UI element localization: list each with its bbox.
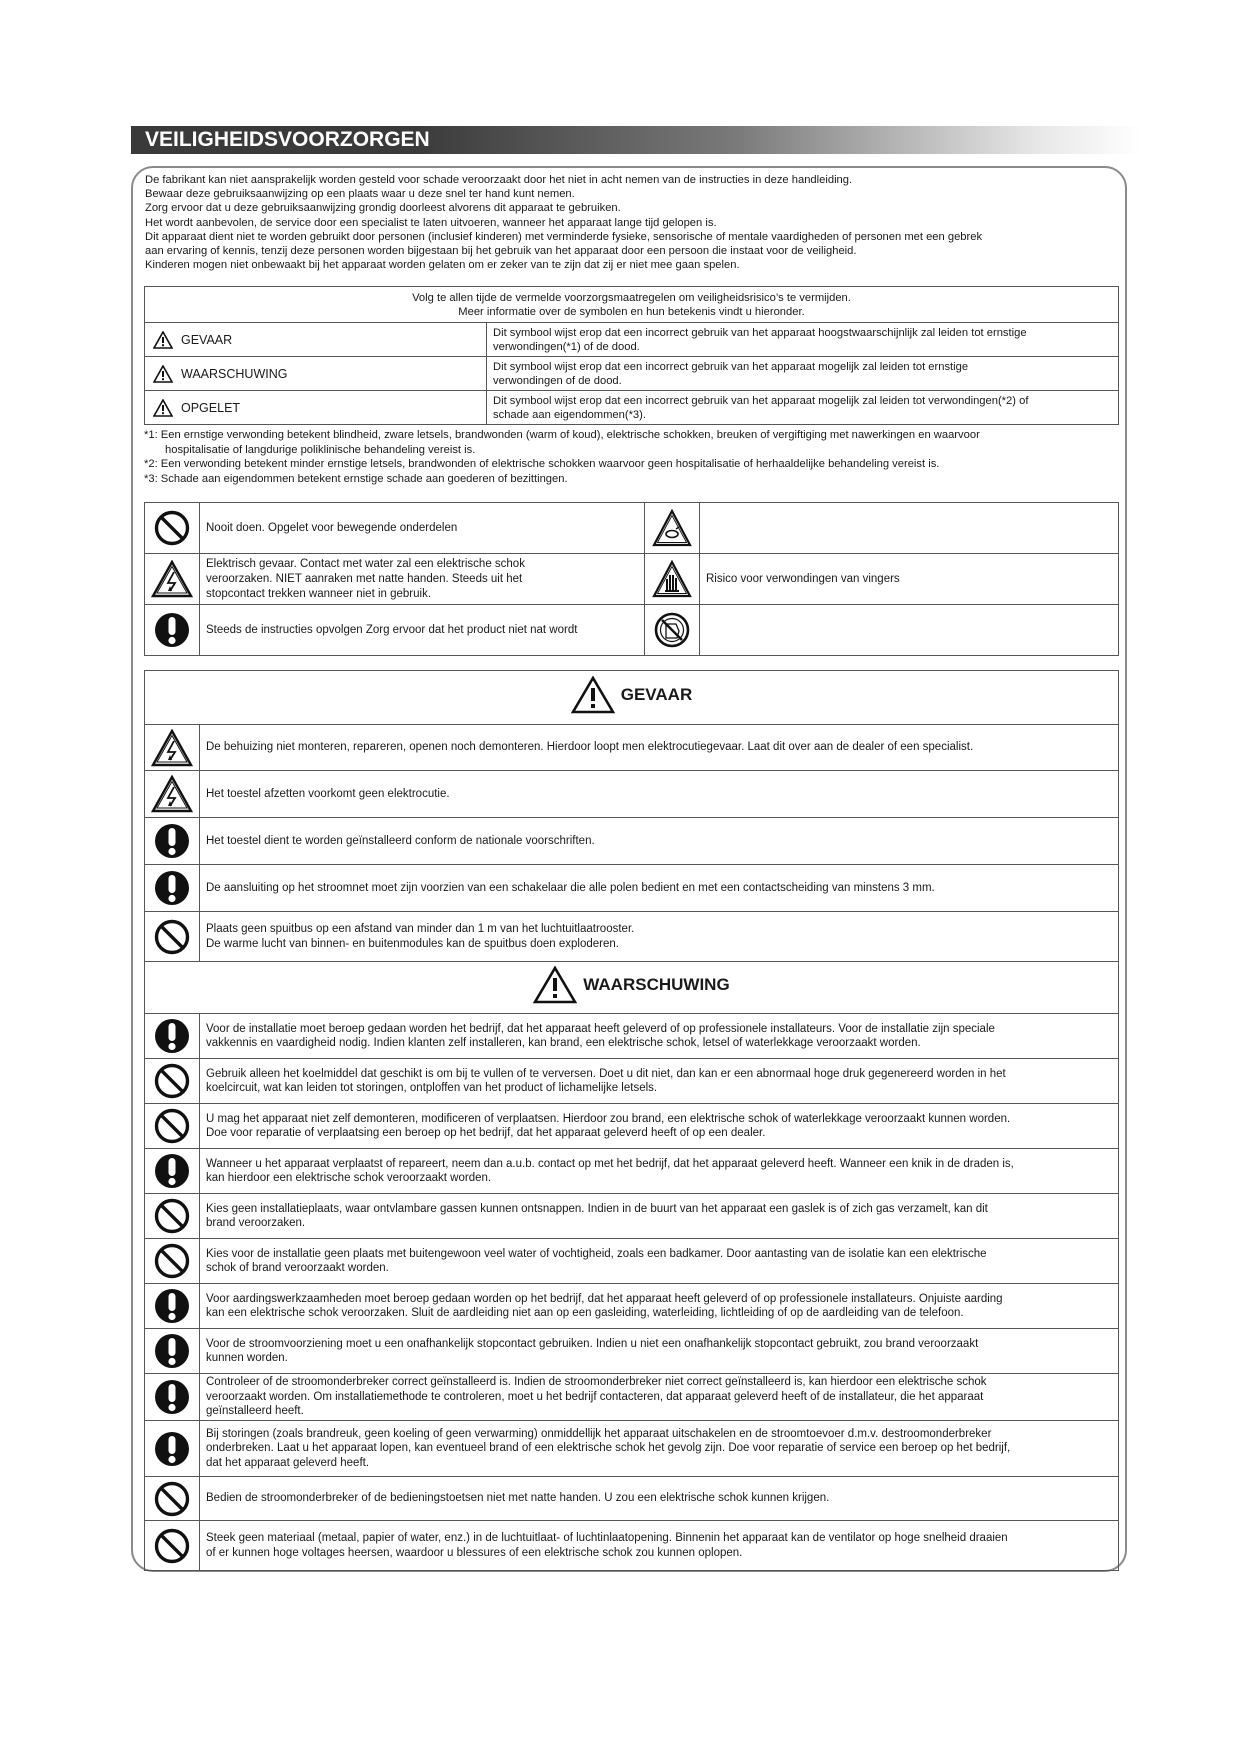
instruction-row	[145, 1521, 1119, 1571]
prohibition-icon	[145, 1239, 200, 1284]
level-description	[487, 357, 1119, 391]
instruction-text	[200, 1421, 1119, 1477]
instruction-line: De aansluiting op het stroomnet moet zijn voorzien van een schakelaar die alle polen bedient en met een contactscheiding van minstens 3 mm.	[206, 881, 935, 894]
legend-header-line: Meer informatie over de symbolen en hun betekenis vindt u hieronder.	[458, 305, 805, 318]
instruction-line: veroorzaakt worden. Om installatiemethode te controleren, moet u het bedrijf contacteren, dat apparaat geleverd heeft of de installateur, die het apparaat	[206, 1390, 984, 1403]
instruction-line: De behuizing niet monteren, repareren, openen noch demonteren. Hierdoor loopt men elektrocutiegevaar. Laat dit over aan de dealer of een specialist.	[206, 741, 974, 754]
intro-line: Bewaar deze gebruiksaanwijzing op een plaats waar u deze snel ter hand kunt nemen.	[145, 188, 575, 201]
warning-triangle-icon	[153, 331, 173, 349]
prohibition-icon	[145, 1104, 200, 1149]
symbol-text: Nooit doen. Opgelet voor bewegende onderdelen	[200, 503, 645, 554]
description-line: schade aan eigendommen(*3).	[493, 408, 646, 421]
footnotes	[144, 428, 1124, 486]
level-label: GEVAAR	[181, 332, 233, 347]
instruction-text	[200, 912, 1119, 962]
instruction-line: Bedien de stroomonderbreker of de bedieningstoetsen niet met natte handen. U zou een elektrische schok kunnen krijgen.	[206, 1492, 830, 1505]
instruction-row	[145, 1477, 1119, 1521]
no-water-icon	[645, 605, 700, 656]
instruction-line: Bij storingen (zoals brandreuk, geen koeling of geen verwarming) onmiddellijk het apparaat uitschakelen en de stroomtoevoer d.m.v. destroomonderbreker	[206, 1427, 992, 1440]
intro-line: Het wordt aanbevolen, de service door een specialist te laten uitvoeren, wanneer het apparaat lange tijd gelopen is.	[145, 216, 717, 229]
electric-hazard-icon	[145, 771, 200, 818]
footnote: *1: Een ernstige verwonding betekent blindheid, zware letsels, brandwonden (warm of koud), elektrische schokken, breuken of vergiftiging met nawerkingen en waarvoor	[144, 429, 980, 441]
intro-text	[145, 173, 1120, 272]
symbol-text: Steeds de instructies opvolgen Zorg ervoor dat het product niet nat wordt	[200, 605, 645, 656]
instruction-line: vakkennis en vaardigheid nodig. Indien klanten zelf installeren, kan brand, een elektrische schok, letsel of waterlekkage veroorzaakt worden.	[206, 1037, 921, 1049]
instruction-text	[200, 1104, 1119, 1149]
instruction-text	[200, 818, 1119, 865]
instruction-row	[145, 1329, 1119, 1374]
mandatory-icon	[145, 1014, 200, 1059]
instruction-text	[200, 1521, 1119, 1571]
instruction-line: Plaats geen spuitbus op een afstand van minder dan 1 m van het luchtuitlaatrooster.	[206, 923, 635, 935]
instruction-line: onderbreken. Laat u het apparaat lopen, kan eventueel brand of een elektrische schok het gevolg zijn. Doe voor reparatie of service een beroep op het bedrijf,	[206, 1442, 1011, 1455]
intro-line: Dit apparaat dient niet te worden gebruikt door personen (inclusief kinderen) met verminderde fysieke, sensorische of mentale vaardigheden of personen met een gebrek	[145, 230, 983, 243]
instruction-text	[200, 865, 1119, 912]
footnote: hospitalisatie of langdurige poliklinische behandeling vereist is.	[165, 443, 476, 456]
level-description	[487, 391, 1119, 425]
description-line: Dit symbool wijst erop dat een incorrect gebruik van het apparaat hoogstwaarschijnlijk zal leiden tot ernstige	[493, 326, 1027, 339]
mandatory-icon	[145, 1329, 200, 1374]
finger-injury-icon	[645, 554, 700, 605]
warning-triangle-icon	[153, 399, 173, 417]
instruction-line: of er kunnen hoge voltages heersen, waardoor u blessures of een elektrische schok zou kunnen oplopen.	[206, 1546, 743, 1559]
symbol-text-line: Elektrisch gevaar. Contact met water zal een elektrische schok	[206, 557, 525, 570]
symbol-text	[200, 554, 645, 605]
electric-hazard-icon	[145, 554, 200, 605]
instruction-row	[145, 1239, 1119, 1284]
instruction-row	[145, 912, 1119, 962]
instruction-line: Controleer of de stroomonderbreker correct geïnstalleerd is. Indien de stroomonderbreker niet correct geïnstalleerd is, kan hierdoor een elektrische schok	[206, 1376, 987, 1389]
instruction-text	[200, 1014, 1119, 1059]
instruction-text	[200, 1149, 1119, 1194]
prohibition-icon	[145, 1521, 200, 1571]
prohibition-icon	[145, 1477, 200, 1521]
symbol-text-line: veroorzaken. NIET aanraken met natte handen. Steeds uit het	[206, 572, 523, 585]
instruction-row	[145, 1421, 1119, 1477]
instruction-text	[200, 1329, 1119, 1374]
mandatory-icon	[145, 1421, 200, 1477]
instruction-row	[145, 1149, 1119, 1194]
instruction-row	[145, 1374, 1119, 1421]
instruction-line: kunnen worden.	[206, 1352, 288, 1364]
warning-header-label: WAARSCHUWING	[583, 975, 730, 994]
instruction-line: kan hierdoor een elektrische schok veroorzaakt worden.	[206, 1172, 492, 1184]
warning-triangle-icon	[571, 676, 615, 714]
symbol-text-empty	[700, 605, 1119, 656]
instruction-line: brand veroorzaken.	[206, 1217, 306, 1229]
prohibition-icon	[145, 1059, 200, 1104]
instruction-line: U mag het apparaat niet zelf demonteren, modificeren of verplaatsen. Hierdoor zou brand, een elektrische schok of waterlekkage veroorzaakt kunnen worden.	[206, 1112, 1011, 1125]
mandatory-icon	[145, 605, 200, 656]
page-title: VEILIGHEIDSVOORZORGEN	[145, 128, 430, 151]
level-label: OPGELET	[181, 400, 241, 415]
symbol-text: Risico voor verwondingen van vingers	[700, 554, 1119, 605]
instruction-line: Steek geen materiaal (metaal, papier of water, enz.) in de luchtuitlaat- of luchtinlaatopening. Binnenin het apparaat kan de ventilator op hoge snelheid draaien	[206, 1532, 1008, 1544]
instruction-line: Wanneer u het apparaat verplaatst of repareert, neem dan a.u.b. contact op met het bedrijf, dat het apparaat geleverd heeft. Wanneer een knik in de draden is,	[206, 1157, 1014, 1170]
instruction-line: geïnstalleerd heeft.	[206, 1405, 304, 1418]
warning-header	[145, 962, 1119, 1014]
safety-instructions-table	[144, 670, 1119, 1571]
instruction-text	[200, 1059, 1119, 1104]
legend-level-danger	[145, 323, 487, 357]
symbol-text-line: stopcontact trekken wanneer niet in gebruik.	[206, 587, 432, 600]
legend-level-caution	[145, 391, 487, 425]
instruction-line: kan een elektrische schok veroorzaken. Sluit de aardleiding niet aan op een gasleiding, waterleiding, lichtleiding of op de aardleiding van de telefoon.	[206, 1307, 964, 1319]
instruction-text	[200, 1194, 1119, 1239]
instruction-text	[200, 1239, 1119, 1284]
warning-rows	[145, 1014, 1119, 1571]
description-line: verwondingen of de dood.	[493, 374, 622, 387]
instruction-line: Kies geen installatieplaats, waar ontvlambare gassen kunnen ontsnappen. Indien in de buurt van het apparaat een gaslek is of zich gas verzamelt, kan dit	[206, 1202, 988, 1215]
prohibition-icon	[145, 1194, 200, 1239]
mandatory-icon	[145, 1149, 200, 1194]
instruction-line: Kies voor de installatie geen plaats met buitengewoon veel water of vochtigheid, zoals een badkamer. Door aantasting van de isolatie kan een elektrische	[206, 1247, 987, 1260]
mandatory-icon	[145, 818, 200, 865]
level-description	[487, 323, 1119, 357]
mandatory-icon	[145, 1374, 200, 1421]
mandatory-icon	[145, 1284, 200, 1329]
danger-header-label: GEVAAR	[620, 685, 693, 704]
instruction-text	[200, 1477, 1119, 1521]
section-title-banner	[131, 126, 1141, 154]
instruction-row	[145, 771, 1119, 818]
legend-header-line: Volg te allen tijde de vermelde voorzorgsmaatregelen om veiligheidsrisico’s te vermijden.	[412, 291, 851, 304]
warning-triangle-icon	[533, 966, 577, 1004]
prohibition-icon	[145, 912, 200, 962]
level-label: WAARSCHUWING	[181, 366, 288, 381]
instruction-line: schok of brand veroorzaakt worden.	[206, 1262, 389, 1274]
danger-rows	[145, 725, 1119, 962]
description-line: Dit symbool wijst erop dat een incorrect gebruik van het apparaat mogelijk zal leiden tot ernstige	[493, 360, 969, 373]
instruction-line: dat het apparaat geleverd heeft.	[206, 1456, 370, 1469]
description-line: Dit symbool wijst erop dat een incorrect gebruik van het apparaat mogelijk zal leiden tot verwondingen(*2) of	[493, 394, 1029, 407]
instruction-text	[200, 771, 1119, 818]
instruction-text	[200, 725, 1119, 771]
instruction-line: Doe voor reparatie of verplaatsing een beroep op het bedrijf, dat het apparaat geleverd heeft of op een dealer.	[206, 1127, 766, 1139]
instruction-line: De warme lucht van binnen- en buitenmodules kan de spuitbus doen exploderen.	[206, 937, 619, 950]
instruction-row	[145, 1194, 1119, 1239]
intro-line: Zorg ervoor dat u deze gebruiksaanwijzing grondig doorleest alvorens dit apparaat te gebruiken.	[145, 202, 621, 215]
instruction-line: Het toestel afzetten voorkomt geen elektrocutie.	[206, 787, 450, 800]
danger-header	[145, 671, 1119, 725]
instruction-row	[145, 1014, 1119, 1059]
instruction-text	[200, 1284, 1119, 1329]
instruction-row	[145, 725, 1119, 771]
intro-line: Kinderen mogen niet onbewaakt bij het apparaat worden gelaten om er zeker van te zijn dat zij er niet mee gaan spelen.	[145, 259, 740, 272]
legend-level-warning	[145, 357, 487, 391]
instruction-line: Voor de installatie moet beroep gedaan worden het bedrijf, dat het apparaat heeft geleverd of op professionele installateurs. Voor de installatie zijn speciale	[206, 1022, 995, 1035]
instruction-row	[145, 865, 1119, 912]
instruction-line: Gebruik alleen het koelmiddel dat geschikt is om bij te vullen of te verversen. Doet u dit niet, dan kan er een abnormaal hoge druk gegenereerd worden in het	[206, 1067, 1006, 1080]
symbol-explanation-table	[144, 502, 1119, 656]
moving-parts-icon	[645, 503, 700, 554]
symbol-text-empty	[700, 503, 1119, 554]
description-line: verwondingen(*1) of de dood.	[493, 340, 640, 353]
legend-header	[145, 287, 1119, 323]
intro-line: De fabrikant kan niet aansprakelijk worden gesteld voor schade veroorzaakt door het niet in acht nemen van de instructies in deze handleiding.	[145, 174, 853, 186]
intro-line: aan ervaring of kennis, tenzij deze personen worden bijgestaan bij het gebruik van het apparaat door een persoon die instaat voor de veiligheid.	[145, 245, 857, 258]
instruction-text	[200, 1374, 1119, 1421]
instruction-row	[145, 818, 1119, 865]
instruction-line: Het toestel dient te worden geïnstalleerd conform de nationale voorschriften.	[206, 834, 595, 847]
instruction-row	[145, 1284, 1119, 1329]
instruction-line: Voor de stroomvoorziening moet u een onafhankelijk stopcontact gebruiken. Indien u niet een onafhankelijk stopcontact gebruikt, zou brand veroorzaakt	[206, 1337, 979, 1350]
instruction-line: koelcircuit, wat kan leiden tot storingen, ontploffen van het product of lichamelijke letsels.	[206, 1082, 658, 1094]
instruction-row	[145, 1059, 1119, 1104]
instruction-row	[145, 1104, 1119, 1149]
instruction-line: Voor aardingswerkzaamheden moet beroep gedaan worden op het bedrijf, dat het apparaat heeft geleverd of op professionele installateurs. Onjuiste aarding	[206, 1292, 1003, 1305]
electric-hazard-icon	[145, 725, 200, 771]
symbol-level-legend	[144, 286, 1119, 425]
footnote: *3: Schade aan eigendommen betekent ernstige schade aan goederen of bezittingen.	[144, 472, 568, 485]
warning-triangle-icon	[153, 365, 173, 383]
prohibition-icon	[145, 503, 200, 554]
footnote: *2: Een verwonding betekent minder ernstige letsels, brandwonden of elektrische schokken waarvoor geen hospitalisatie of herhaaldelijke behandeling vereist is.	[144, 458, 940, 470]
mandatory-icon	[145, 865, 200, 912]
